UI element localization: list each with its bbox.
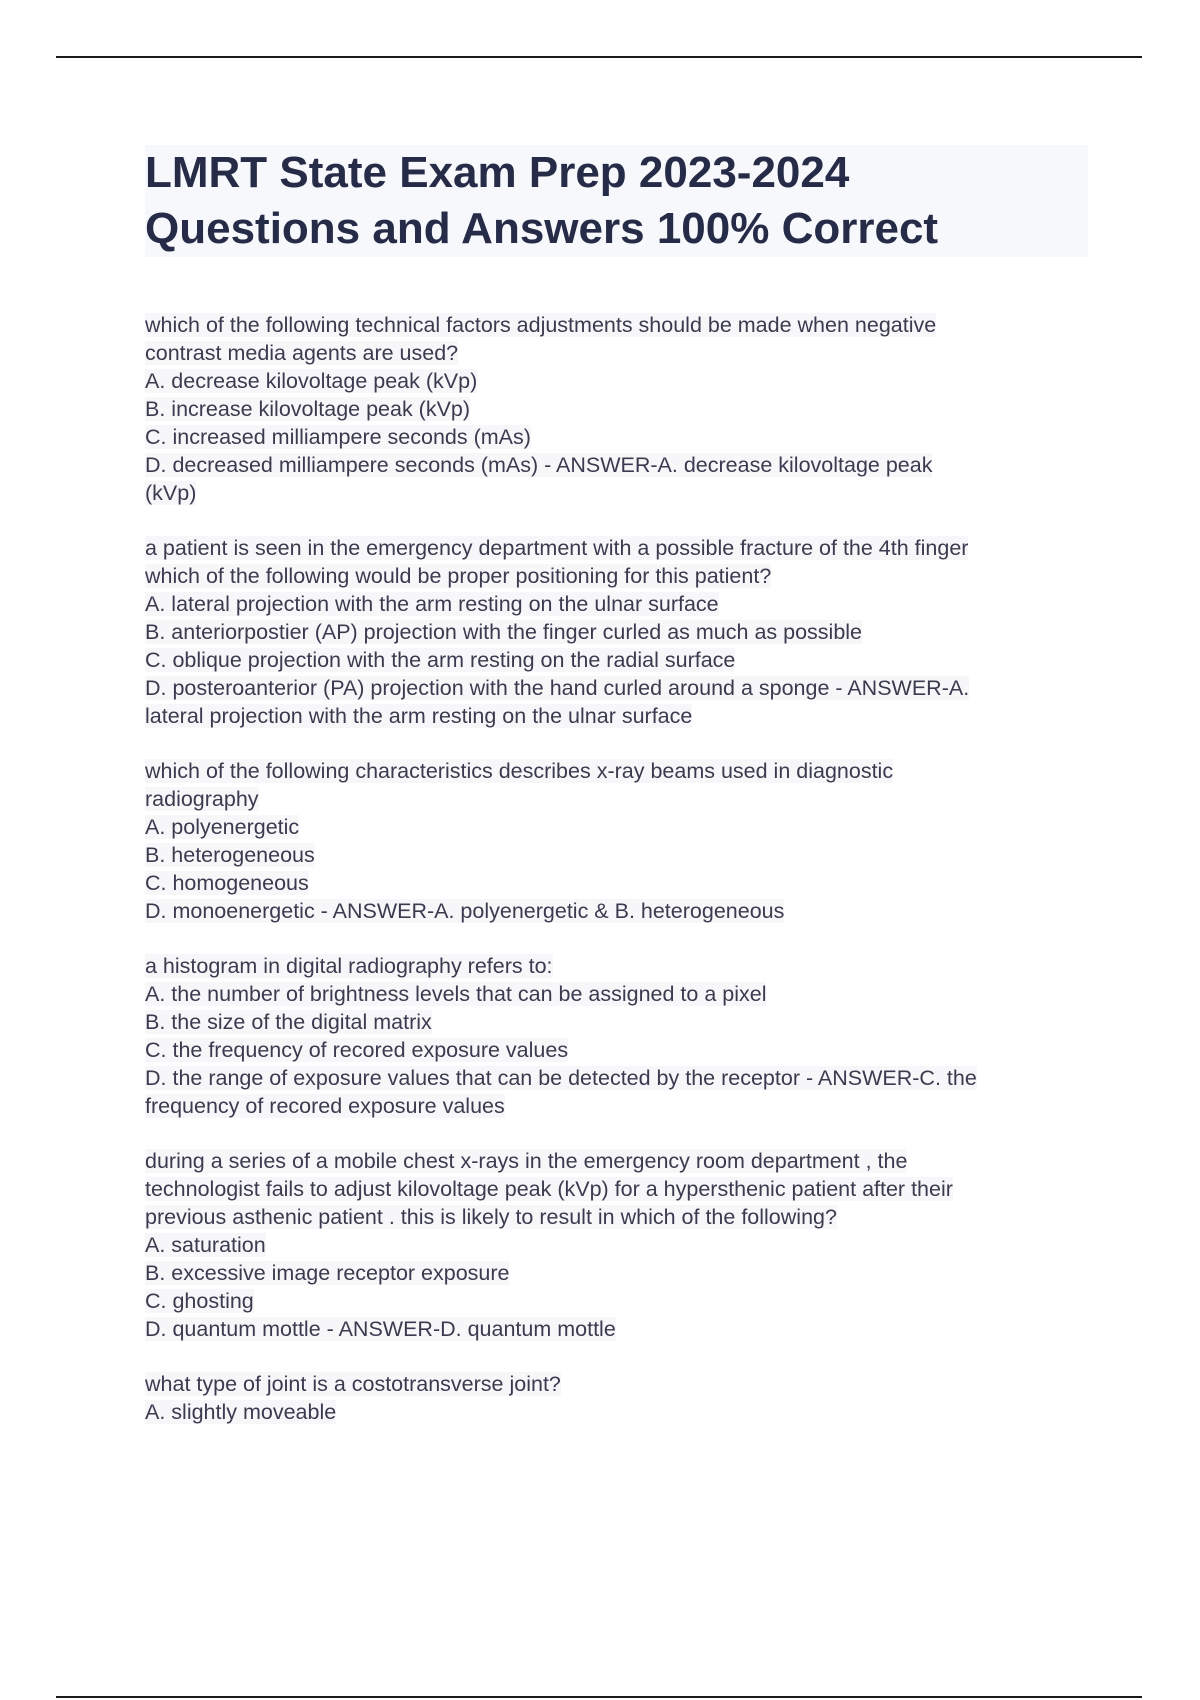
question-5-line: technologist fails to adjust kilovoltage peak (kVp) for a hypersthenic patient after their (145, 1177, 953, 1201)
question-4-line: a histogram in digital radiography refers to: (145, 954, 553, 978)
question-block-2 (145, 534, 1095, 730)
question-6-line: what type of joint is a costotransverse joint? (145, 1372, 561, 1396)
question-5-line: previous asthenic patient . this is likely to result in which of the following? (145, 1205, 837, 1229)
question-3-option-b: B. heterogeneous (145, 843, 315, 867)
question-1-line: contrast media agents are used? (145, 341, 459, 365)
question-2-line: which of the following would be proper positioning for this patient? (145, 564, 772, 588)
question-1-option-b: B. increase kilovoltage peak (kVp) (145, 397, 471, 421)
question-block-4 (145, 952, 1095, 1120)
question-2-option-a: A. lateral projection with the arm resting on the ulnar surface (145, 592, 719, 616)
question-3-option-c: C. homogeneous (145, 871, 309, 895)
question-5-option-c: C. ghosting (145, 1289, 254, 1313)
bottom-rule (56, 1696, 1142, 1698)
question-1-line: which of the following technical factors adjustments should be made when negative (145, 313, 937, 337)
question-5-option-d-answer: D. quantum mottle - ANSWER-D. quantum mottle (145, 1317, 616, 1341)
question-4-option-b: B. the size of the digital matrix (145, 1010, 432, 1034)
question-2-option-b: B. anteriorpostier (AP) projection with the finger curled as much as possible (145, 620, 863, 644)
question-block-5 (145, 1147, 1095, 1343)
document-title-line-2: Questions and Answers 100% Correct (145, 204, 939, 253)
question-6-option-a: A. slightly moveable (145, 1400, 337, 1424)
question-2-line: a patient is seen in the emergency department with a possible fracture of the 4th finger (145, 536, 969, 560)
question-block-1 (145, 311, 1095, 507)
question-2-answer-continued: lateral projection with the arm resting on the ulnar surface (145, 704, 693, 728)
question-list (145, 311, 1095, 1453)
question-block-3 (145, 757, 1095, 925)
question-2-option-d-answer: D. posteroanterior (PA) projection with the hand curled around a sponge - ANSWER-A. (145, 676, 970, 700)
question-4-option-d-answer: D. the range of exposure values that can be detected by the receptor - ANSWER-C. the (145, 1066, 977, 1090)
question-5-option-b: B. excessive image receptor exposure (145, 1261, 510, 1285)
question-4-answer-continued: frequency of recored exposure values (145, 1094, 505, 1118)
question-5-option-a: A. saturation (145, 1233, 266, 1257)
question-1-answer-continued: (kVp) (145, 481, 197, 505)
question-3-option-d-answer: D. monoenergetic - ANSWER-A. polyenergetic & B. heterogeneous (145, 899, 785, 923)
question-3-option-a: A. polyenergetic (145, 815, 300, 839)
top-rule (56, 56, 1142, 58)
question-1-option-a: A. decrease kilovoltage peak (kVp) (145, 369, 478, 393)
question-block-6 (145, 1370, 1095, 1426)
question-5-line: during a series of a mobile chest x-rays in the emergency room department , the (145, 1149, 908, 1173)
question-1-option-d-answer: D. decreased milliampere seconds (mAs) - ANSWER-A. decrease kilovoltage peak (145, 453, 933, 477)
question-1-option-c: C. increased milliampere seconds (mAs) (145, 425, 531, 449)
document-title-line-1: LMRT State Exam Prep 2023-2024 (145, 148, 850, 197)
question-4-option-a: A. the number of brightness levels that can be assigned to a pixel (145, 982, 767, 1006)
question-4-option-c: C. the frequency of recored exposure values (145, 1038, 569, 1062)
question-2-option-c: C. oblique projection with the arm resting on the radial surface (145, 648, 736, 672)
question-3-line: which of the following characteristics describes x-ray beams used in diagnostic (145, 759, 894, 783)
question-3-line: radiography (145, 787, 259, 811)
